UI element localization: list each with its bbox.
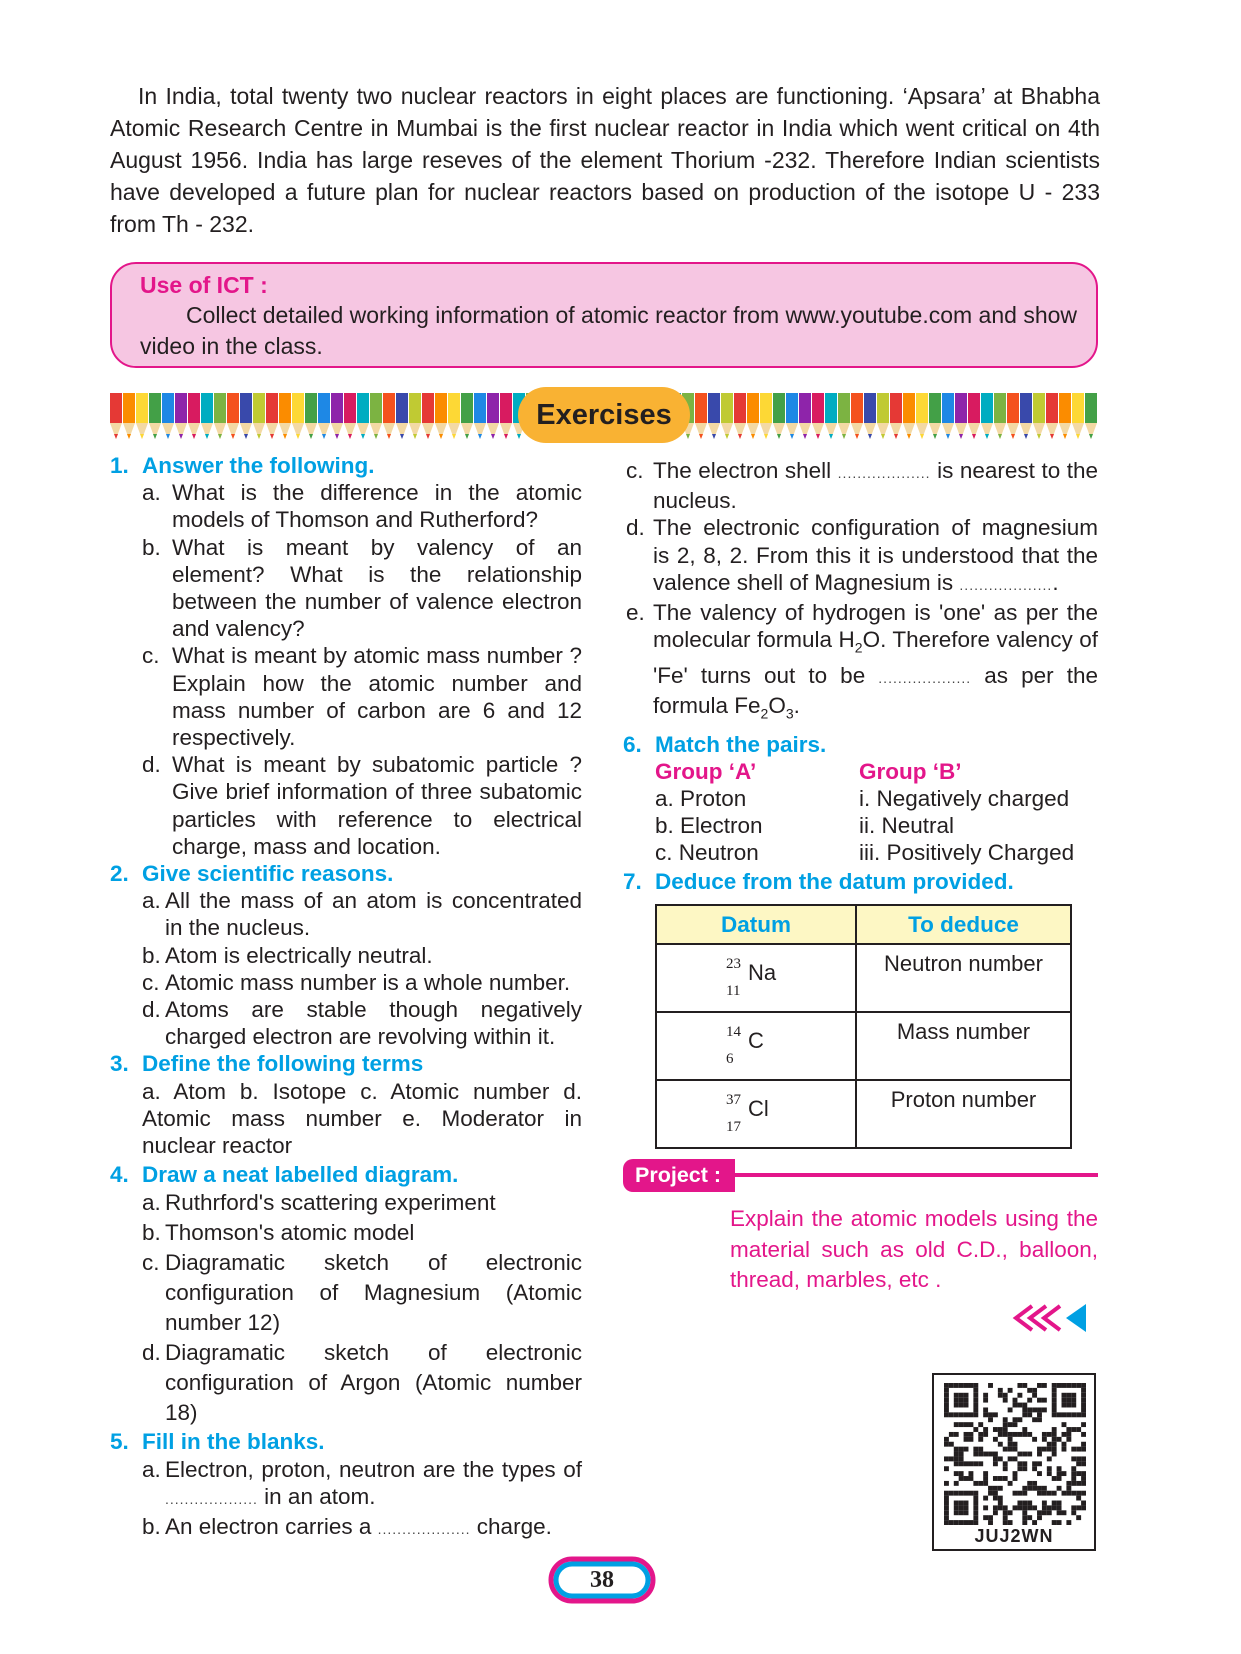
question-heading [623,868,1014,895]
sub-label: c. [142,969,160,995]
sub-text: The valency of hydrogen is 'one' as per the molecular formula H [653,600,1098,653]
sub-question [110,1218,582,1248]
question-number: 5. [110,1429,129,1455]
project-label: Project : [623,1159,735,1192]
project-text: Explain the atomic models using the material such as old C.D., balloon, thread, marbles, etc . [730,1206,1098,1292]
mass-number: 14 [726,1024,741,1040]
mass-number: 23 [726,956,741,972]
sub-text: Atom is electrically neutral. [165,942,433,968]
element-symbol: Cl [748,1096,769,1121]
deduce-cell: Proton number [856,1080,1071,1148]
table-row [656,944,1071,1012]
table-row [656,1080,1071,1148]
sub-question [110,996,582,1050]
sub-question [110,1188,582,1218]
sub-text: . [793,693,800,719]
sub-text: All the mass of an atom is concentrated in the nucleus. [165,888,582,941]
question-heading [110,860,582,887]
sub-question [623,599,1098,728]
ict-box [110,262,1098,368]
ict-title: Use of ICT : [140,272,268,298]
sub-label: b. [142,1220,161,1246]
sub-question [110,942,582,969]
datum-table [655,904,1072,1149]
sub-text: Ruthrford's scattering experiment [165,1190,496,1216]
question-heading [110,1050,582,1077]
sub-question [110,1456,582,1513]
pair-row [655,839,1105,866]
sub-text: Thomson's atomic model [165,1220,415,1246]
exercises-right-column [623,457,1098,728]
sub-question [110,479,582,533]
sub-question [110,1513,582,1543]
fill-blank: ................... [377,1521,471,1538]
sub-question [110,534,582,643]
subscript: 2 [854,639,863,656]
sub-question [623,514,1098,599]
sub-text: What is the difference in the atomic models of Thomson and Rutherford? [172,480,582,533]
question-title: Answer the following. [142,453,375,478]
pairs-header-row [655,758,1105,785]
group-b-item: i. Negatively charged [859,786,1070,811]
element-symbol: C [748,1028,764,1053]
sub-label: c. [142,1250,160,1276]
sub-label: d. [142,1340,161,1366]
project-divider [735,1173,1098,1177]
subscript: 3 [785,705,794,722]
sub-text: O. Therefore valency of 'Fe' turns out to be [653,627,1098,688]
ict-text-block [140,300,1078,362]
sub-text: in an atom. [264,1483,376,1509]
nuclide-notation [726,1019,786,1073]
sub-text: Diagramatic sketch of electronic configuration of Argon (Atomic number 18) [165,1340,582,1426]
sub-label: b. [142,534,161,560]
question-number: 3. [110,1051,129,1077]
sub-text: The electron shell [653,458,832,483]
sub-text: What is meant by atomic mass number ? Explain how the atomic number and mass number of carbon are 6 and 12 respectively. [172,643,582,751]
group-a-item: b. Electron [655,813,763,838]
sub-label: e. [626,600,645,626]
question-title: Give scientific reasons. [142,861,394,887]
sub-label: d. [626,515,645,541]
table-header: To deduce [856,905,1071,944]
sub-label: d. [142,997,161,1023]
deduce-cell: Neutron number [856,944,1071,1012]
terms-list: a. Atom b. Isotope c. Atomic number d. Atomic mass number e. Moderator in nuclear reactor [142,1078,582,1159]
fill-blank: ................... [959,576,1053,593]
intro-text: In India, total twenty two nuclear reactors in eight places are functioning. ‘Apsara’ at Bhabha Atomic Research Centre in Mumbai is the first nuclear reactor in India which went critical on 4th August 1956. India has large reseves of the element Thorium -232. Therefore Indian scientists have developed a future plan for nuclear reactors based on production of the isotope U - 233 from Th - 232. [110,83,1100,237]
pair-row [655,812,1105,839]
sub-text: The electronic configuration of magnesium is 2, 8, 2. From this it is understood that the valence shell of Magnesium is [653,515,1098,595]
sub-text: What is meant by valency of an element? What is the relationship between the number of valence electron and valency? [172,534,582,642]
deduce-cell: Mass number [856,1012,1071,1080]
group-a-heading: Group ‘A’ [655,759,757,784]
sub-label: a. [142,888,161,914]
mass-number: 37 [726,1092,741,1108]
group-a-item: a. Proton [655,786,747,811]
sub-text: O [768,693,786,719]
atomic-number: 17 [726,1119,741,1135]
sub-text: is nearest to the nucleus. [653,458,1098,514]
datum-cell [656,1080,856,1148]
sub-question [110,751,582,860]
sub-text: An electron carries a [165,1514,372,1540]
atomic-number: 11 [726,983,741,999]
question-title: Draw a neat labelled diagram. [142,1162,459,1188]
table-header: Datum [656,905,856,944]
group-b-item: iii. Positively Charged [859,840,1075,865]
question-number: 7. [623,869,642,894]
exercises-heading: Exercises [518,387,690,443]
q4-items [110,1188,582,1428]
atomic-number: 6 [726,1051,734,1067]
question-title: Match the pairs. [655,732,827,757]
exercises-left-column [110,452,582,1543]
match-pairs [655,758,1105,866]
question-heading [623,731,826,758]
datum-cell [656,1012,856,1080]
nuclide-notation [726,1087,786,1141]
question-heading [110,452,582,479]
question-heading [110,1428,582,1455]
question-number: 4. [110,1162,129,1188]
sub-question [110,1338,582,1428]
question-number: 1. [110,453,129,478]
question-title: Deduce from the datum provided. [655,869,1014,894]
sub-question [110,1248,582,1338]
sub-label: a. [142,1456,161,1482]
sub-text: Diagramatic sketch of electronic configuration of Magnesium (Atomic number 12) [165,1250,582,1336]
pair-row [655,785,1105,812]
sub-label: c. [142,643,160,669]
page-number-badge [548,1556,656,1604]
element-symbol: Na [748,960,777,985]
question-title: Define the following terms [142,1051,424,1077]
sub-question [110,642,582,751]
qr-code-label: JUJ2WN [974,1526,1054,1546]
group-b-item: ii. Neutral [859,813,955,838]
chevron-left-arrows-icon [1010,1302,1090,1334]
sub-text: as per the formula Fe [653,662,1098,719]
sub-text: What is meant by subatomic particle ? Give brief information of three subatomic particles with reference to electrical charge, mass and location. [172,752,582,859]
question-title: Fill in the blanks. [142,1429,325,1455]
sub-text: Atomic mass number is a whole number. [165,969,571,995]
datum-cell [656,944,856,1012]
qr-code[interactable] [932,1373,1096,1551]
table-header-row [656,905,1071,944]
fill-blank: ................... [165,1490,258,1507]
group-a-item: c. Neutron [655,840,759,865]
fill-blank: ................... [837,465,931,481]
nuclide-notation [726,951,786,1005]
sub-text: Atoms are stable though negatively charged electron are revolving within it. [165,997,582,1050]
ict-text: Collect detailed working information of atomic reactor from www.youtube.com and show video in the class. [140,302,1078,359]
sub-label: a. [142,1190,161,1216]
question-number: 2. [110,861,129,887]
sub-label: d. [142,752,161,778]
sub-label: b. [142,1514,161,1540]
sub-label: c. [626,458,644,483]
sub-text: charge. [476,1514,552,1540]
sub-question [110,887,582,941]
subscript: 2 [760,705,769,722]
group-b-heading: Group ‘B’ [859,759,962,784]
sub-question [623,457,1098,514]
sub-label: b. [142,942,161,968]
question-number: 6. [623,732,642,757]
page-number: 38 [590,1567,614,1593]
sub-text: Electron, proton, neutron are the types of [165,1456,582,1482]
intro-paragraph [110,80,1100,240]
sub-label: a. [142,480,161,506]
sub-text: . [1052,569,1059,595]
qr-code-icon [944,1383,1086,1525]
sub-question [110,969,582,996]
table-row [656,1012,1071,1080]
fill-blank: ................... [878,669,972,686]
question-heading [110,1161,582,1188]
